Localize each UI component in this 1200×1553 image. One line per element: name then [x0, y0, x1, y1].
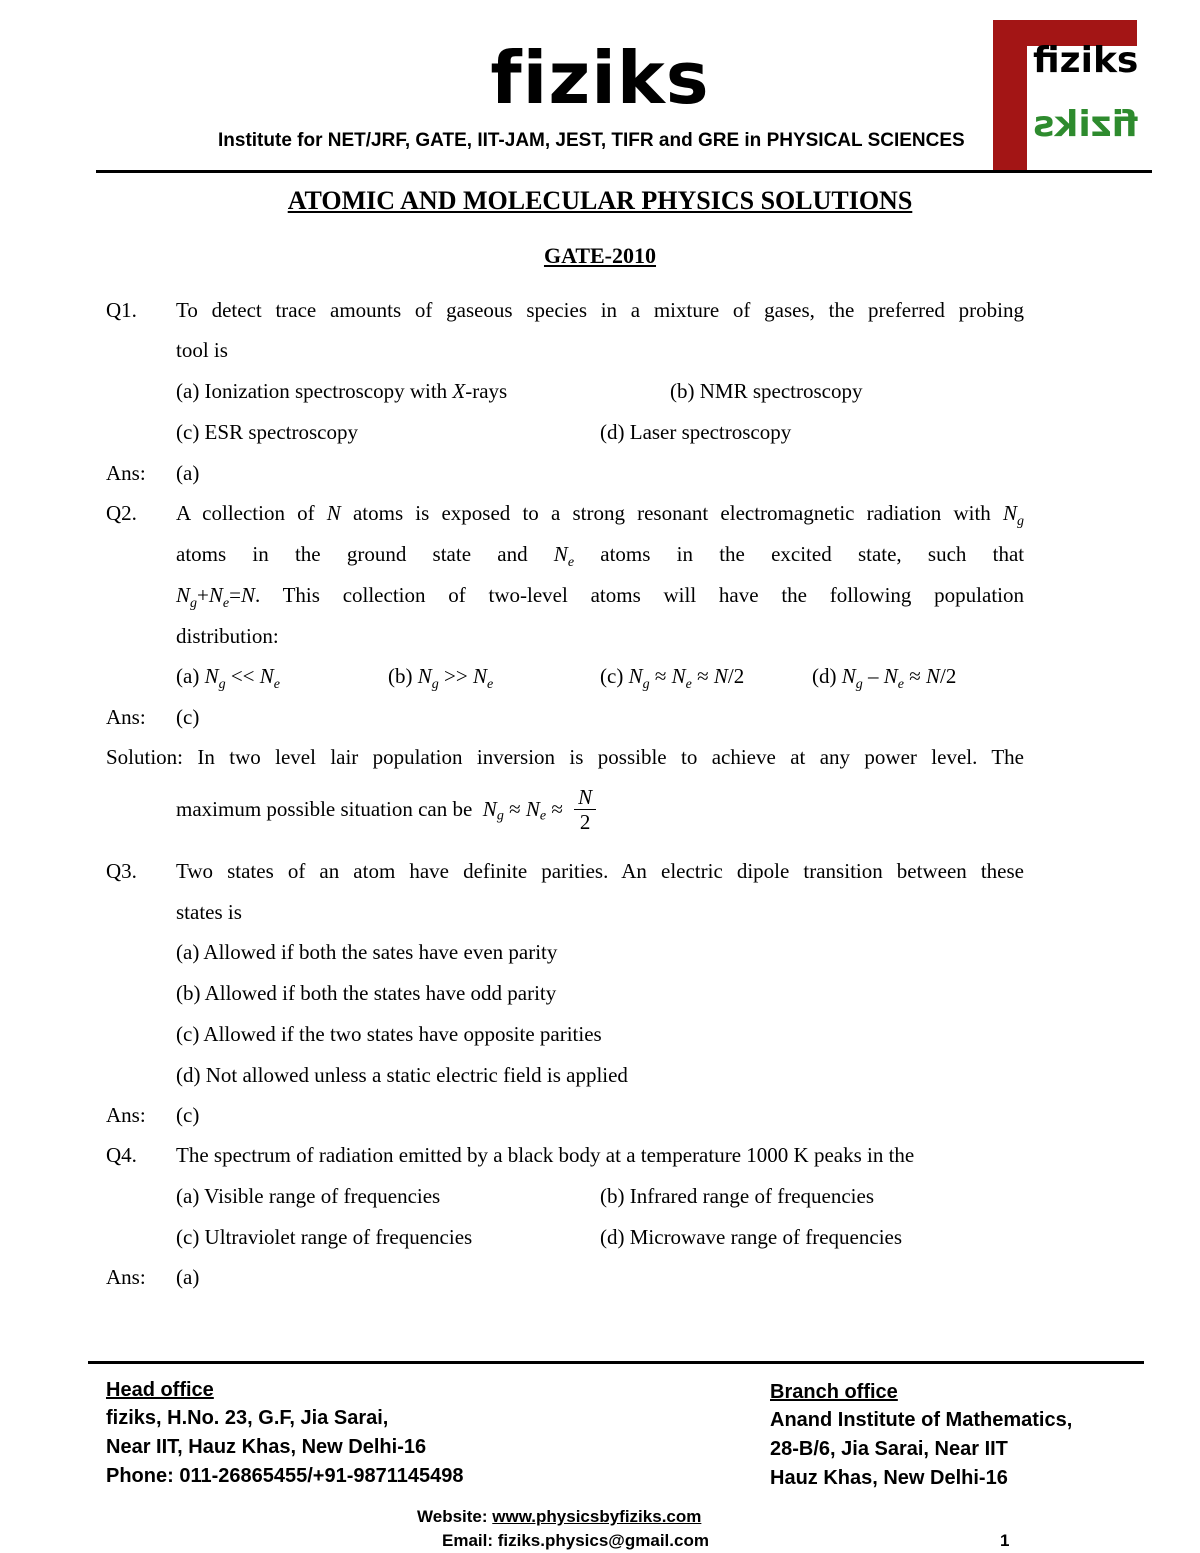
website-link[interactable]: www.physicsbyfiziks.com	[492, 1507, 702, 1526]
q2-option-a: (a) $N_g << N_e$	[176, 664, 280, 693]
q4-label: Q4.	[106, 1143, 137, 1167]
q2-text-line1: A collection of N atoms is exposed to a strong resonant electromagnetic radiation with $N_g$	[176, 501, 1024, 530]
q3-option-b: (b) Allowed if both the states have odd parity	[176, 981, 557, 1005]
head-office-title: Head office	[106, 1379, 214, 1401]
q2-text-line3: $N_g+N_e=N$. This collection of two-level atoms will have the following population	[176, 583, 1025, 612]
head-office-line1: fiziks, H.No. 23, G.F, Jia Sarai,	[106, 1407, 389, 1429]
fraction-n-over-2: $\frac{N}{2}$	[574, 785, 596, 834]
page-title: ATOMIC AND MOLECULAR PHYSICS SOLUTIONS	[287, 186, 913, 215]
q2-ans-label: Ans:	[106, 705, 146, 729]
q4-ans-label: Ans:	[106, 1265, 146, 1289]
branch-office-line2: 28-B/6, Jia Sarai, Near IIT	[770, 1438, 1008, 1460]
header-rule	[96, 170, 1152, 173]
brand-wordmark: fiziks	[490, 36, 710, 120]
q2-answer: (c)	[176, 705, 200, 729]
q2-label: Q2.	[106, 501, 137, 525]
q1-answer: (a)	[176, 461, 200, 485]
footer-rule	[88, 1361, 1144, 1364]
email-line: Email: fiziks.physics@gmail.com	[442, 1531, 709, 1550]
page-number: 1	[1000, 1531, 1010, 1550]
q2-option-d: (d) $N_g - N_e \approx N/2$	[812, 664, 957, 693]
q4-option-c: (c) Ultraviolet range of frequencies	[176, 1225, 473, 1249]
page-subtitle: GATE-2010	[543, 243, 657, 268]
branch-office-line1: Anand Institute of Mathematics,	[770, 1409, 1073, 1431]
q3-answer: (c)	[176, 1103, 200, 1127]
q2-solution-line2: maximum possible situation can be $N_g \approx N_e$ ≈ $\frac{N}{2}$	[176, 785, 596, 834]
fiziks-logo	[993, 20, 1137, 170]
q1-text-line1: To detect trace amounts of gaseous species in a mixture of gases, the preferred probing	[176, 298, 1024, 322]
q1-option-c: (c) ESR spectroscopy	[176, 420, 358, 444]
q4-option-b: (b) Infrared range of frequencies	[600, 1184, 875, 1208]
institute-tagline: Institute for NET/JRF, GATE, IIT-JAM, JEST, TIFR and GRE in PHYSICAL SCIENCES	[218, 130, 965, 151]
q2-solution-line1: Solution: In two level lair population inversion is possible to achieve at any power level. The	[106, 745, 1024, 769]
q1-text-line2: tool is	[176, 338, 228, 362]
q1-option-d: (d) Laser spectroscopy	[600, 420, 792, 444]
q2-option-b: (b) $N_g >> N_e$	[388, 664, 494, 693]
q3-text-line2: states is	[176, 900, 242, 924]
head-office-phone: Phone: 011-26865455/+91-9871145498	[106, 1465, 464, 1487]
q2-text-line4: distribution:	[176, 624, 279, 648]
branch-office-title: Branch office	[770, 1381, 898, 1403]
q4-answer: (a)	[176, 1265, 200, 1289]
q1-ans-label: Ans:	[106, 461, 146, 485]
website-line: Website: www.physicsbyfiziks.com	[417, 1507, 702, 1526]
q4-text-line1: The spectrum of radiation emitted by a black body at a temperature 1000 K peaks in the	[176, 1143, 915, 1167]
q3-ans-label: Ans:	[106, 1103, 146, 1127]
q1-option-b: (b) NMR spectroscopy	[670, 379, 863, 403]
q4-option-a: (a) Visible range of frequencies	[176, 1184, 441, 1208]
q3-option-d: (d) Not allowed unless a static electric field is applied	[176, 1063, 628, 1087]
logo-text: fiziks	[1033, 40, 1139, 81]
q1-option-a: (a) Ionization spectroscopy with X-rays	[176, 379, 508, 403]
q2-text-line2: atoms in the ground state and $N_e$ atoms in the excited state, such that	[176, 542, 1025, 571]
q3-label: Q3.	[106, 859, 137, 883]
logo-text-mirrored: fiziks	[1033, 104, 1139, 145]
q1-label: Q1.	[106, 298, 137, 322]
q3-option-a: (a) Allowed if both the sates have even parity	[176, 940, 558, 964]
q3-text-line1: Two states of an atom have definite parities. An electric dipole transition between these	[176, 859, 1024, 883]
branch-office-line3: Hauz Khas, New Delhi-16	[770, 1467, 1008, 1489]
q3-option-c: (c) Allowed if the two states have opposite parities	[176, 1022, 602, 1046]
q2-option-c: (c) $N_g \approx N_e \approx N/2$	[600, 664, 745, 693]
q4-option-d: (d) Microwave range of frequencies	[600, 1225, 903, 1249]
head-office-line2: Near IIT, Hauz Khas, New Delhi-16	[106, 1436, 427, 1458]
